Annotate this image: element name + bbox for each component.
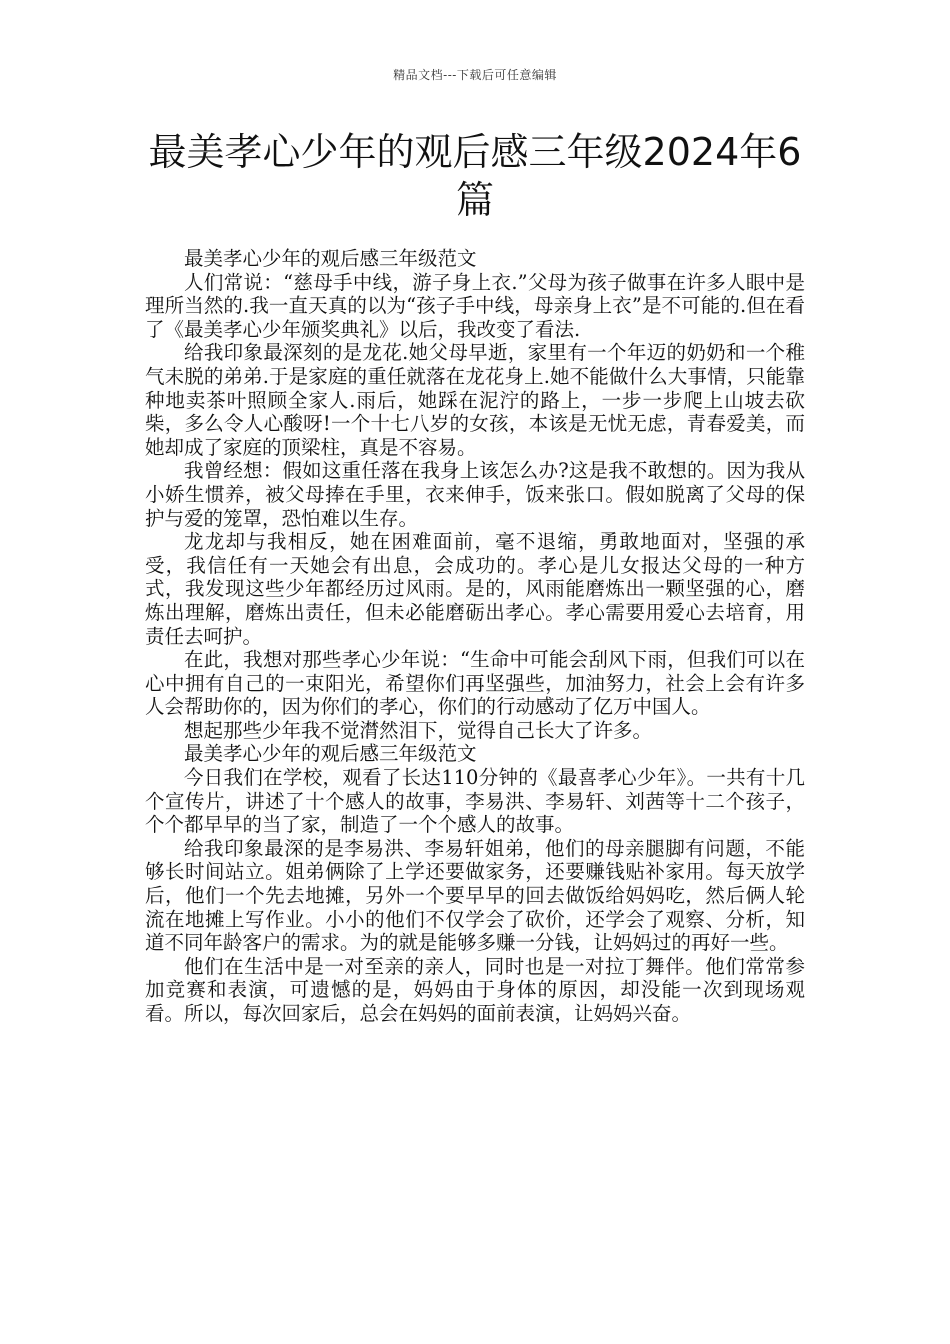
body-paragraph: 想起那些少年我不觉潸然泪下，觉得自己长大了许多。 (184, 718, 653, 742)
body-paragraph: 人们常说：“慈母手中线，游子身上衣.”父母为孩子做事在许多人眼中是理所当然的.我一直天真的以为“孩子手中线，母亲身上衣”是不可能的.但在看了《最美孝心少年颁奖典礼》以后，我改变了看法. (145, 270, 805, 341)
document-body (145, 247, 805, 1026)
body-paragraph: 今日我们在学校，观看了长达110分钟的《最喜孝心少年》。一共有十几个宣传片，讲述了十个感人的故事，李易洪、李易轩、刘茜等十二个孩子，个个都早早的当了家，制造了一个个感人的故事。 (145, 766, 805, 837)
body-paragraph: 他们在生活中是一对至亲的亲人，同时也是一对拉丁舞伴。他们常常参加竞赛和表演，可遗憾的是，妈妈由于身体的原因，却没能一次到现场观看。所以，每次回家后，总会在妈妈的面前表演，让妈妈兴奋。 (145, 954, 805, 1025)
section-heading: 最美孝心少年的观后感三年级范文 (184, 742, 477, 766)
body-paragraph: 给我印象最深的是李易洪、李易轩姐弟，他们的母亲腿脚有问题，不能够长时间站立。姐弟俩除了上学还要做家务，还要赚钱贴补家用。每天放学后，他们一个先去地摊，另外一个要早早的回去做饭给妈妈吃，然后俩人轮流在地摊上写作业。小小的他们不仅学会了砍价，还学会了观察、分析，知道不同年龄客户的需求。为的就是能够多赚一分钱，让妈妈过的再好一些。 (145, 836, 805, 955)
body-paragraph: 给我印象最深刻的是龙花.她父母早逝，家里有一个年迈的奶奶和一个稚气未脱的弟弟.于是家庭的重任就落在龙花身上.她不能做什么大事情，只能靠种地卖茶叶照顾全家人.雨后，她踩在泥泞的路上，一步一步爬上山坡去砍柴，多么令人心酸呀!一个十七八岁的女孩，本该是无忧无虑，青春爱美，而她却成了家庭的顶梁柱，真是不容易。 (145, 341, 805, 459)
body-paragraph: 在此，我想对那些孝心少年说：“生命中可能会刮风下雨，但我们可以在心中拥有自己的一束阳光，希望你们再坚强些，加油努力，社会上会有许多人会帮助你的，因为你们的孝心，你们的行动感动了亿万中国人。 (145, 648, 805, 719)
body-paragraph: 我曾经想：假如这重任落在我身上该怎么办?这是我不敢想的。因为我从小娇生惯养，被父母捧在手里，衣来伸手，饭来张口。假如脱离了父母的保护与爱的笼罩，恐怕难以生存。 (145, 459, 805, 530)
header-note: 精品文档---下载后可任意编辑 (393, 68, 557, 82)
body-paragraph: 龙龙却与我相反，她在困难面前，毫不退缩，勇敢地面对，坚强的承受，我信任有一天她会有出息，会成功的。孝心是儿女报达父母的一种方式，我发现这些少年都经历过风雨。是的，风雨能磨炼出一颗坚强的心，磨炼出理解，磨炼出责任，但未必能磨砺出孝心。孝心需要用爱心去培育，用责任去呵护。 (145, 530, 805, 648)
section-heading: 最美孝心少年的观后感三年级范文 (184, 247, 477, 270)
document-title: 最美孝心少年的观后感三年级2024年6篇 (148, 130, 802, 222)
